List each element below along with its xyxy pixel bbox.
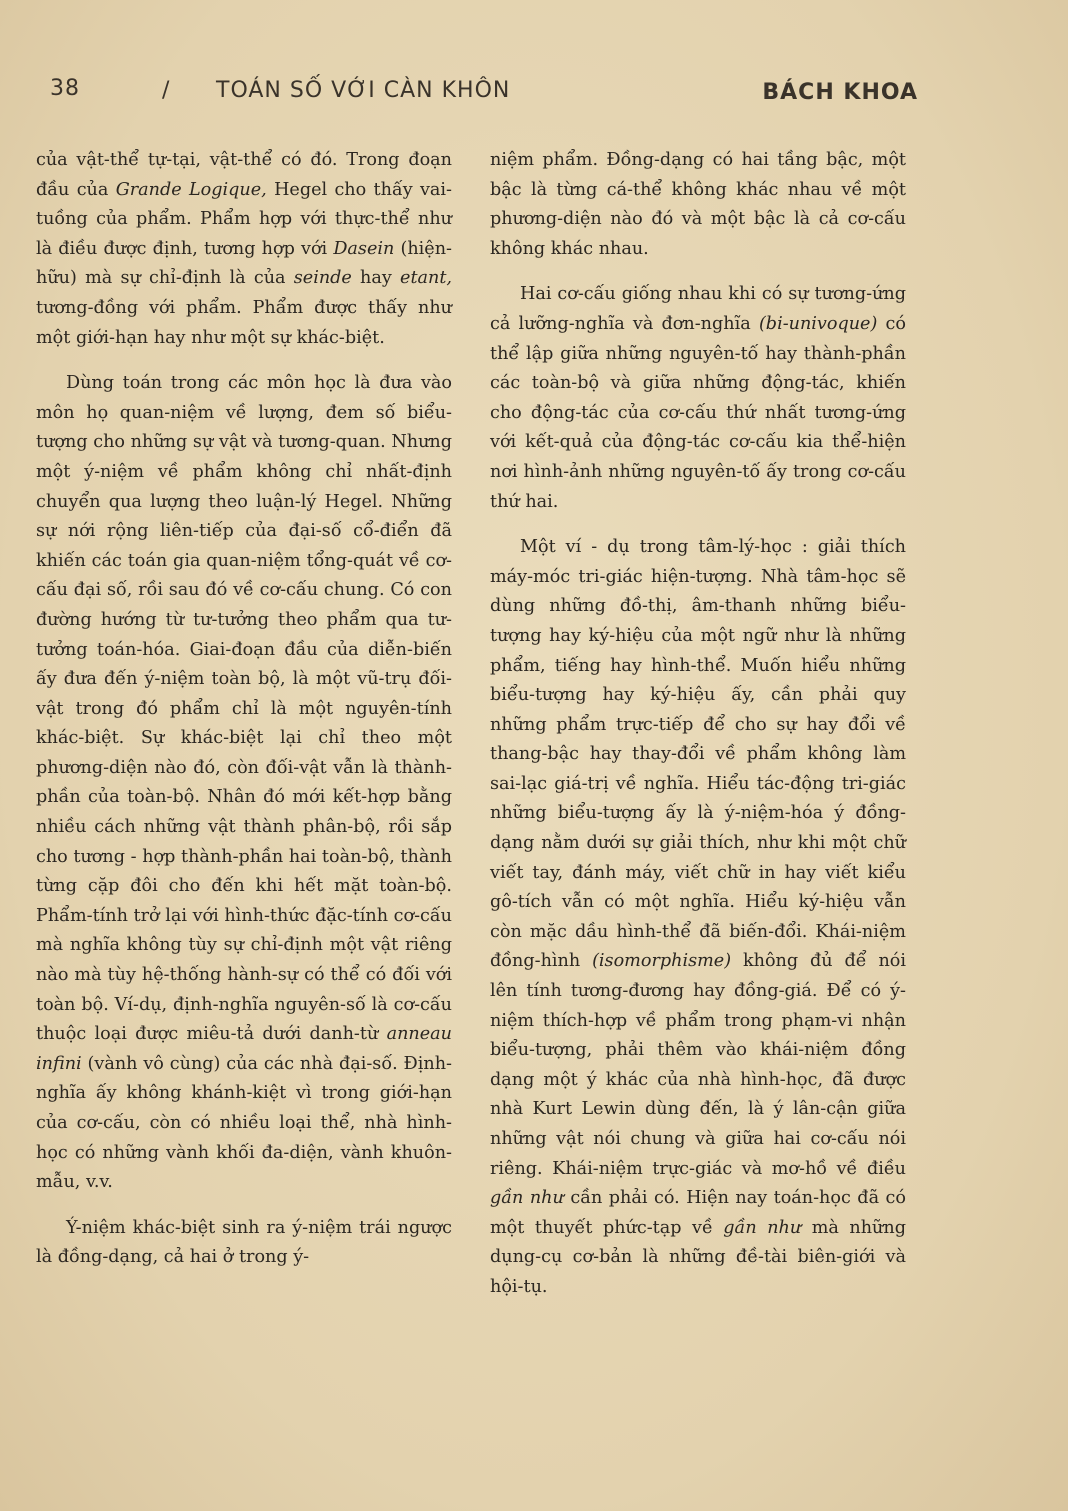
running-header [46,76,918,116]
page-number: 38 [50,76,80,101]
paragraph: của vật-thể tự-tại, vật-thể có đó. Trong đoạn đầu của Grande Logique, Hegel cho thấy vai-tuồng của phẩm. Phẩm hợp với thực-thể như là điều được định, tương hợp với Dasein (hiện-hữu) mà sự chỉ-định là của seinde hay etant, tương-đồng với phẩm. Phẩm được thấy như một giới-hạn hay như một sự khác-biệt. [36,150,452,348]
left-column [36,146,452,1273]
article-title: TOÁN SỐ VỚI CÀN KHÔN [216,78,511,103]
header-separator: / [162,78,171,103]
paragraph: Ý-niệm khác-biệt sinh ra ý-niệm trái ngược là đồng-dạng, cả hai ở trong ý- [36,1217,452,1268]
right-column [490,146,906,1303]
paragraph: Dùng toán trong các môn học là đưa vào môn họ quan-niệm về lượng, đem số biểu-tượng cho những sự vật và tương-quan. Nhưng một ý-niệm về phẩm không chỉ nhất-định chuyển qua lượng theo luận-lý Hegel. Những sự nới rộng liên-tiếp của đại-số cổ-điển đã khiến các toán gia quan-niệm tổng-quát về cơ-cấu đại số, rồi sau đó về cơ-cấu chung. Có con đường hướng từ tư-tưởng theo phẩm qua tư-tưởng toán-hóa. Giai-đoạn đầu của diễn-biến ấy đưa đến ý-niệm toàn bộ, là một vũ-trụ đối-vật trong đó phẩm chỉ là một nguyên-tính khác-biệt. Sự khác-biệt lại chỉ theo một phương-diện nào đó, còn đối-vật vẫn là thành-phần của toàn-bộ. Nhân đó mới kết-hợp bằng nhiều cách những vật thành phân-bộ, rồi sắp cho tương - hợp thành-phần hai toàn-bộ, thành từng cặp đôi cho đến khi hết mặt toàn-bộ. Phẩm-tính trở lại với hình-thức đặc-tính cơ-cấu mà nghĩa không tùy sự chỉ-định một vật riêng nào mà tùy hệ-thống hành-sự có thể có đối với toàn bộ. Ví-dụ, định-nghĩa nguyên-số là cơ-cấu thuộc loại được miêu-tả dưới danh-từ anneau infini (vành vô cùng) của các nhà đại-số. Định-nghĩa ấy không khánh-kiệt vì trong giới-hạn của cơ-cấu, còn có nhiều loại thể, nhà hình-học có những vành khối đa-diện, vành khuôn-mẫu, v.v. [36,373,452,1193]
magazine-name: BÁCH KHOA [762,80,918,105]
paragraph: Một ví - dụ trong tâm-lý-học : giải thích máy-móc tri-giác hiện-tượng. Nhà tâm-học sẽ dùng những đồ-thị, âm-thanh những biểu-tượng hay ký-hiệu của một ngữ như là những phẩm, tiếng hay hình-thể. Muốn hiểu những biểu-tượng hay ký-hiệu ấy, cần phải quy những phẩm trực-tiếp để cho sự hay đổi về thang-bậc hay thay-đổi về phẩm không làm sai-lạc giá-trị về nghĩa. Hiểu tác-động tri-giác những biểu-tượng ấy là ý-niệm-hóa ý đồng-dạng nằm dưới sự giải thích, như khi một chữ viết tay, đánh máy, viết chữ in hay viết kiểu gô-tích vẫn có một nghĩa. Hiểu ký-hiệu vẫn còn mặc dầu hình-thể đã biến-đổi. Khái-niệm đồng-hình (isomorphisme) không đủ để nói lên tính tương-đương hay đồng-giá. Để có ý- niệm thích-hợp về phẩm trong phạm-vi nhận biểu-tượng, phải thêm vào khái-niệm đồng dạng một ý khác của nhà hình-học, đã được nhà Kurt Lewin dùng đến, là ý lân-cận giữa những vật nói chung và giữa hai cơ-cấu nói riêng. Khái-niệm trực-giác và mơ-hồ về điều gần như cần phải có. Hiện nay toán-học đã có một thuyết phức-tạp về gần như mà những dụng-cụ cơ-bản là những đề-tài biên-giới và hội-tụ. [490,537,906,1297]
paragraph: niệm phẩm. Đồng-dạng có hai tầng bậc, một bậc là từng cá-thể không khác nhau về một phương-diện nào đó và một bậc là cả cơ-cấu không khác nhau. [490,150,906,259]
paragraph: Hai cơ-cấu giống nhau khi có sự tương-ứng cả lưỡng-nghĩa và đơn-nghĩa (bi-univoque) có thể lập giữa những nguyên-tố hay thành-phần các toàn-bộ và giữa những động-tác, khiến cho động-tác của cơ-cấu thứ nhất tương-ứng với kết-quả của động-tác cơ-cấu kia thể-hiện nơi hình-ảnh những nguyên-tố ấy trong cơ-cấu thứ hai. [490,284,906,512]
